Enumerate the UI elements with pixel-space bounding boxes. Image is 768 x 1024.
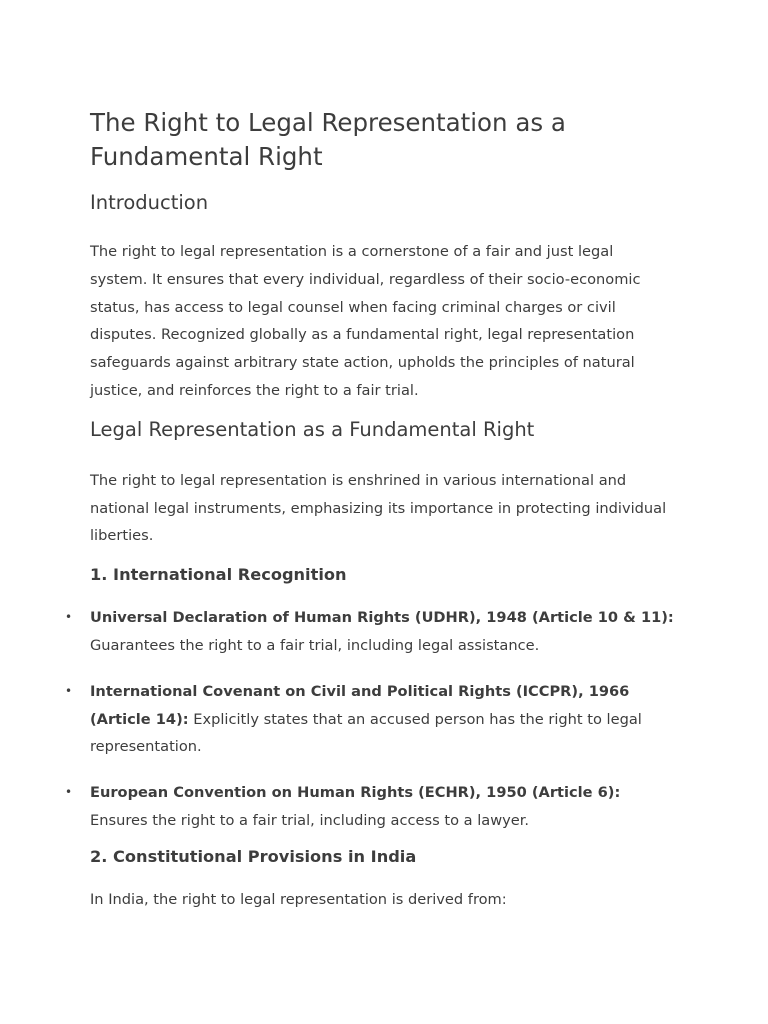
constitutional-provisions-heading: 2. Constitutional Provisions in India <box>90 846 417 866</box>
list-item-title: European Convention on Human Rights (ECHR), 1950 (Article 6): <box>90 784 621 802</box>
list-item-iccpr <box>65 678 675 761</box>
list-item-title: Universal Declaration of Human Rights (UDHR), 1948 (Article 10 & 11): <box>90 609 674 627</box>
list-item-text: Ensures the right to a fair trial, including access to a lawyer. <box>90 811 530 829</box>
list-item-udhr <box>65 604 675 660</box>
bullet-icon: • <box>65 683 73 698</box>
legal-representation-paragraph: The right to legal representation is enshrined in various international and national legal instruments, emphasizing its importance in protecting individual liberties. <box>90 471 667 545</box>
introduction-heading: Introduction <box>90 191 209 214</box>
international-instruments-list <box>65 604 675 835</box>
list-item-text: Guarantees the right to a fair trial, including legal assistance. <box>90 636 540 654</box>
page-title: The Right to Legal Representation as a Fundamental Right <box>90 108 566 171</box>
india-paragraph: In India, the right to legal representation is derived from: <box>90 890 507 908</box>
introduction-paragraph: The right to legal representation is a cornerstone of a fair and just legal system. It ensures that every individual, regardless of their socio-economic status, has access to legal counsel when facing criminal charges or civil disputes. Recognized globally as a fundamental right, legal representation safeguards against arbitrary state action, upholds the principles of natural justice, and reinforces the right to a fair trial. <box>90 243 641 399</box>
list-item-title: International Covenant on Civil and Political Rights (ICCPR), 1966 (Article 14): <box>90 682 630 728</box>
bullet-icon: • <box>65 785 73 800</box>
article-body <box>65 106 675 914</box>
international-recognition-heading: 1. International Recognition <box>90 565 347 585</box>
legal-representation-heading: Legal Representation as a Fundamental Right <box>90 417 535 441</box>
list-item-text: Explicitly states that an accused person has the right to legal representation. <box>90 710 642 756</box>
list-item-echr <box>65 779 675 835</box>
bullet-icon: • <box>65 610 73 625</box>
